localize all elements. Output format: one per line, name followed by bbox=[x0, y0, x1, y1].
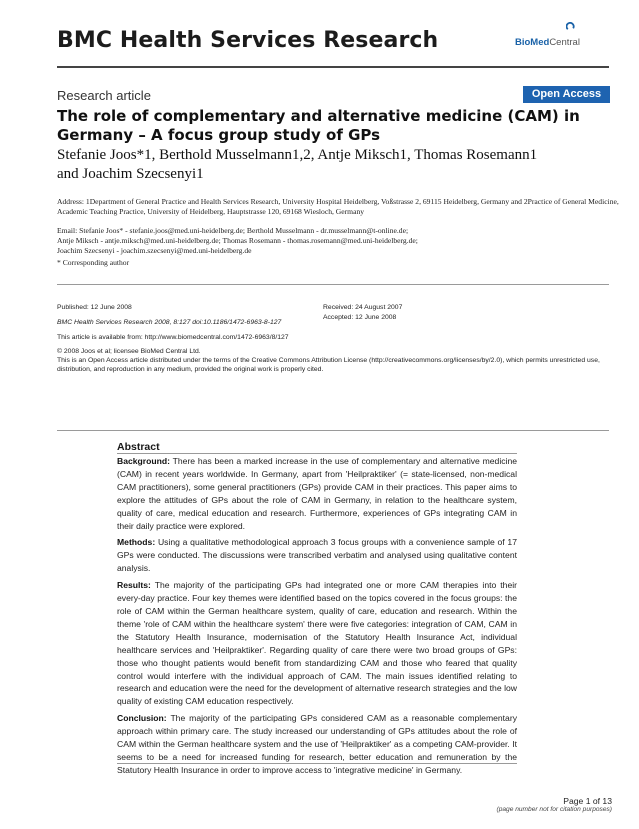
header-rule bbox=[57, 66, 609, 68]
publisher-logo-central: Central bbox=[549, 37, 580, 48]
corresponding-author-note: * Corresponding author bbox=[57, 258, 130, 267]
results-text: The majority of the participating GPs had integrated one or more CAM therapies into their every-day practice. Four key themes were identified based on the topics covered in the focus groups: the role of CAM within the German healthcare system, quality of care, education and research. Within the theme 'role of CAM within the healthcare system' there were five categories: integration of CAM, CAM in the Statutory Health Insurance, modernisation of the Statutory Health Insurance Act, individual healthcare services and 'Heilpraktiker'. Regarding quality of care there were two broad groups of GPs: those who thought patients would benefit from standardizing CAM and those who feared that quality control would interfere with the individual approach of CAM. The main issues identified relating to research and education were the need for the development of alternative research strategies and the low quality of existing CAM education respectively. bbox=[117, 580, 517, 707]
paper-title: The role of complementary and alternative medicine (CAM) in Germany – A focus group study of GPs bbox=[57, 107, 580, 144]
published-date: Published: 12 June 2008 bbox=[57, 304, 132, 311]
accepted-date: Accepted: 12 June 2008 bbox=[323, 314, 397, 321]
abstract-conclusion bbox=[117, 712, 517, 777]
biomed-logo-icon bbox=[566, 22, 575, 31]
conclusion-text: The majority of the participating GPs considered CAM as a reasonable complementary approach within primary care. The study increased our understanding of GPs attitudes about the role of CAM within the German healthcare system and the use of 'Heilpraktiker' as a competing CAM-provider. It seems to be a need for increased funding for research, better education and remuneration by the Statutory Health Insurance in order to improve access to 'integrative medicine' in Germany. bbox=[117, 713, 517, 775]
metadata-top-rule bbox=[57, 284, 609, 285]
conclusion-label: Conclusion: bbox=[117, 713, 167, 724]
abstract-heading-rule bbox=[117, 453, 517, 454]
abstract-background bbox=[117, 455, 517, 532]
page-number-note: (page number not for citation purposes) bbox=[496, 806, 612, 813]
abstract-results bbox=[117, 579, 517, 708]
publisher-logo bbox=[515, 37, 580, 48]
background-text: There has been a marked increase in the use of complementary and alternative medicine (CAM) in recent years worldwide. In Germany, apart from 'Heilpraktiker' (= state-licensed, non-medical CAM practitioners), some general practitioners (GPs) provide CAM in their practices. This paper aims to explore the attitudes of GPs about the role of CAM in Germany, in relation to the healthcare system, quality of care, medical education and research. Furthermore, experiences of GPs integrating CAM in their daily practice were explored. bbox=[117, 456, 517, 531]
methods-text: Using a qualitative methodological approach 3 focus groups with a convenience sample of 17 GPs were conducted. The discussions were transcribed verbatim and analysed using qualitative content analysis. bbox=[117, 537, 517, 574]
background-label: Background: bbox=[117, 456, 170, 466]
author-list bbox=[57, 146, 617, 184]
authors-line-2: and Joachim Szecsenyi1 bbox=[57, 166, 204, 182]
abstract-methods bbox=[117, 536, 517, 575]
article-type: Research article bbox=[57, 88, 151, 103]
author-emails bbox=[57, 226, 619, 256]
authors-line-1: Stefanie Joos*1, Berthold Musselmann1,2, Antje Miksch1, Thomas Rosemann1 bbox=[57, 147, 538, 163]
received-date: Received: 24 August 2007 bbox=[323, 304, 403, 311]
article-url[interactable]: This article is available from: http://www.biomedcentral.com/1472-6963/8/127 bbox=[57, 334, 289, 341]
open-access-badge: Open Access bbox=[523, 86, 610, 103]
abstract-body bbox=[117, 455, 517, 781]
abstract-top-rule bbox=[57, 430, 609, 431]
abstract-heading: Abstract bbox=[117, 441, 160, 453]
email-line-2[interactable]: Antje Miksch - antje.miksch@med.uni-heidelberg.de; Thomas Rosemann - thomas.rosemann@med.uni-heidelberg.de; bbox=[57, 236, 418, 245]
methods-label: Methods: bbox=[117, 537, 156, 548]
publisher-logo-bio: BioMed bbox=[515, 37, 550, 48]
citation: BMC Health Services Research 2008, 8:127 doi:10.1186/1472-6963-8-127 bbox=[57, 319, 282, 326]
journal-title: BMC Health Services Research bbox=[57, 28, 439, 53]
copyright: © 2008 Joos et al; licensee BioMed Central Ltd. bbox=[57, 348, 201, 355]
abstract-bottom-rule bbox=[117, 763, 517, 764]
license-text: This is an Open Access article distributed under the terms of the Creative Commons Attribution License (http://creativecommons.org/licenses/by/2.0), which permits unrestricted use, distribution, and reproduction in any medium, provided the original work is properly cited. bbox=[57, 357, 600, 373]
email-line-1[interactable]: Email: Stefanie Joos* - stefanie.joos@med.uni-heidelberg.de; Berthold Musselmann - dr.musselmann@t-online.de; bbox=[57, 226, 409, 235]
results-label: Results: bbox=[117, 580, 151, 591]
page-number: Page 1 of 13 bbox=[563, 796, 612, 806]
email-line-3[interactable]: Joachim Szecsenyi - joachim.szecsenyi@med.uni-heidelberg.de bbox=[57, 246, 252, 255]
author-address: Address: 1Department of General Practice and Health Services Research, University Hospital Heidelberg, Voßstrasse 2, 69115 Heidelberg, Germany and 2Practice of General Medicine, Academic Teaching Practice, University of Heidelberg, Hauptstrasse 120, 69168 Wiesloch, Germany bbox=[57, 197, 619, 216]
